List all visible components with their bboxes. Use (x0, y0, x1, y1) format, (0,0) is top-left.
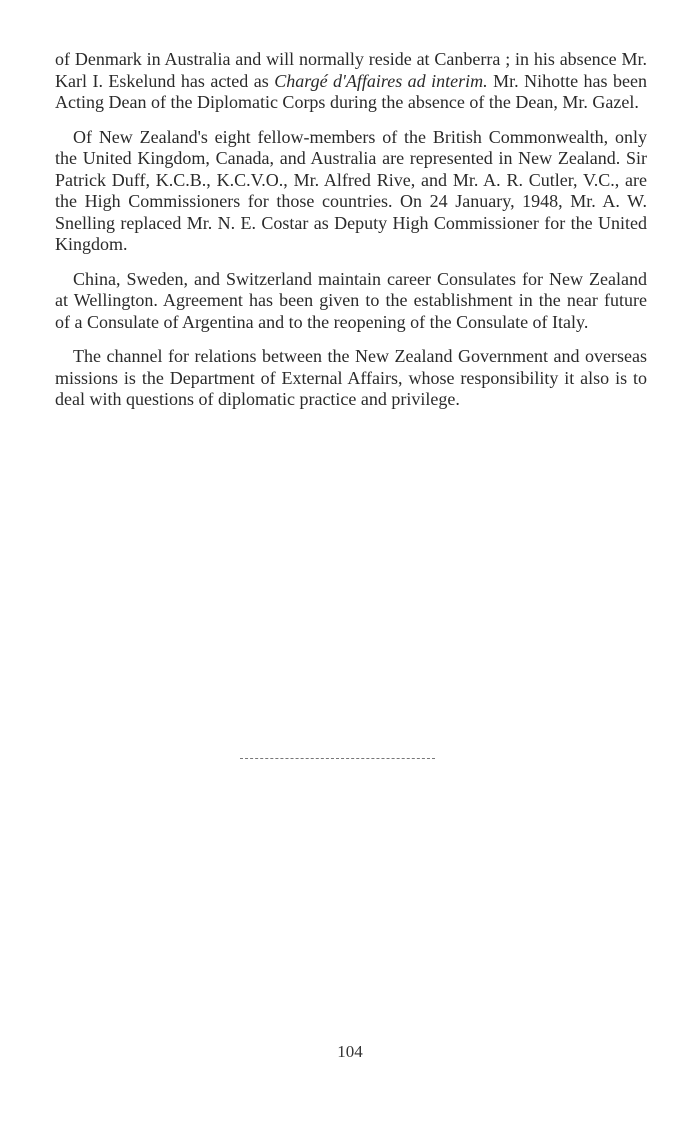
page-number: 104 (337, 1042, 363, 1061)
paragraph-2: Of New Zealand's eight fellow-members of the British Commonwealth, only the United Kingdom, Canada, and Australia are represented in New Zealand. Sir Patrick Duff, K.C.B., K.C.V.O., Mr. Alfred Rive, and Mr. A. R. Cutler, V.C., are the High Commissioners for those countries. On 24 January, 1948, Mr. A. W. Snelling replaced Mr. N. E. Costar as Deputy High Commissioner for the United Kingdom. (55, 126, 647, 254)
body-text (55, 49, 647, 424)
section-divider (240, 758, 435, 759)
paragraph-3: China, Sweden, and Switzerland maintain career Consulates for New Zealand at Wellington. Agreement has been given to the establishment in the near future of a Consulate of Argentina and to the reopening of the Consulate of Italy. (55, 268, 647, 332)
paragraph-1-text-a: of Denmark in Australia and will normally reside at Canberra ; in his absence Mr. Karl I. Eskelund has acted as (55, 49, 647, 91)
paragraph-1 (55, 49, 647, 114)
paragraph-1-text-b: Mr. Nihotte has been Acting Dean of the Diplomatic Corps during the absence of the Dean, Mr. Gazel. (55, 70, 647, 112)
paragraph-1-italic: Chargé d'Affaires ad interim. (274, 70, 488, 91)
paragraph-4: The channel for relations between the New Zealand Government and overseas missions is the Department of External Affairs, whose responsibility it also is to deal with questions of diplomatic practice and privilege. (55, 346, 647, 409)
